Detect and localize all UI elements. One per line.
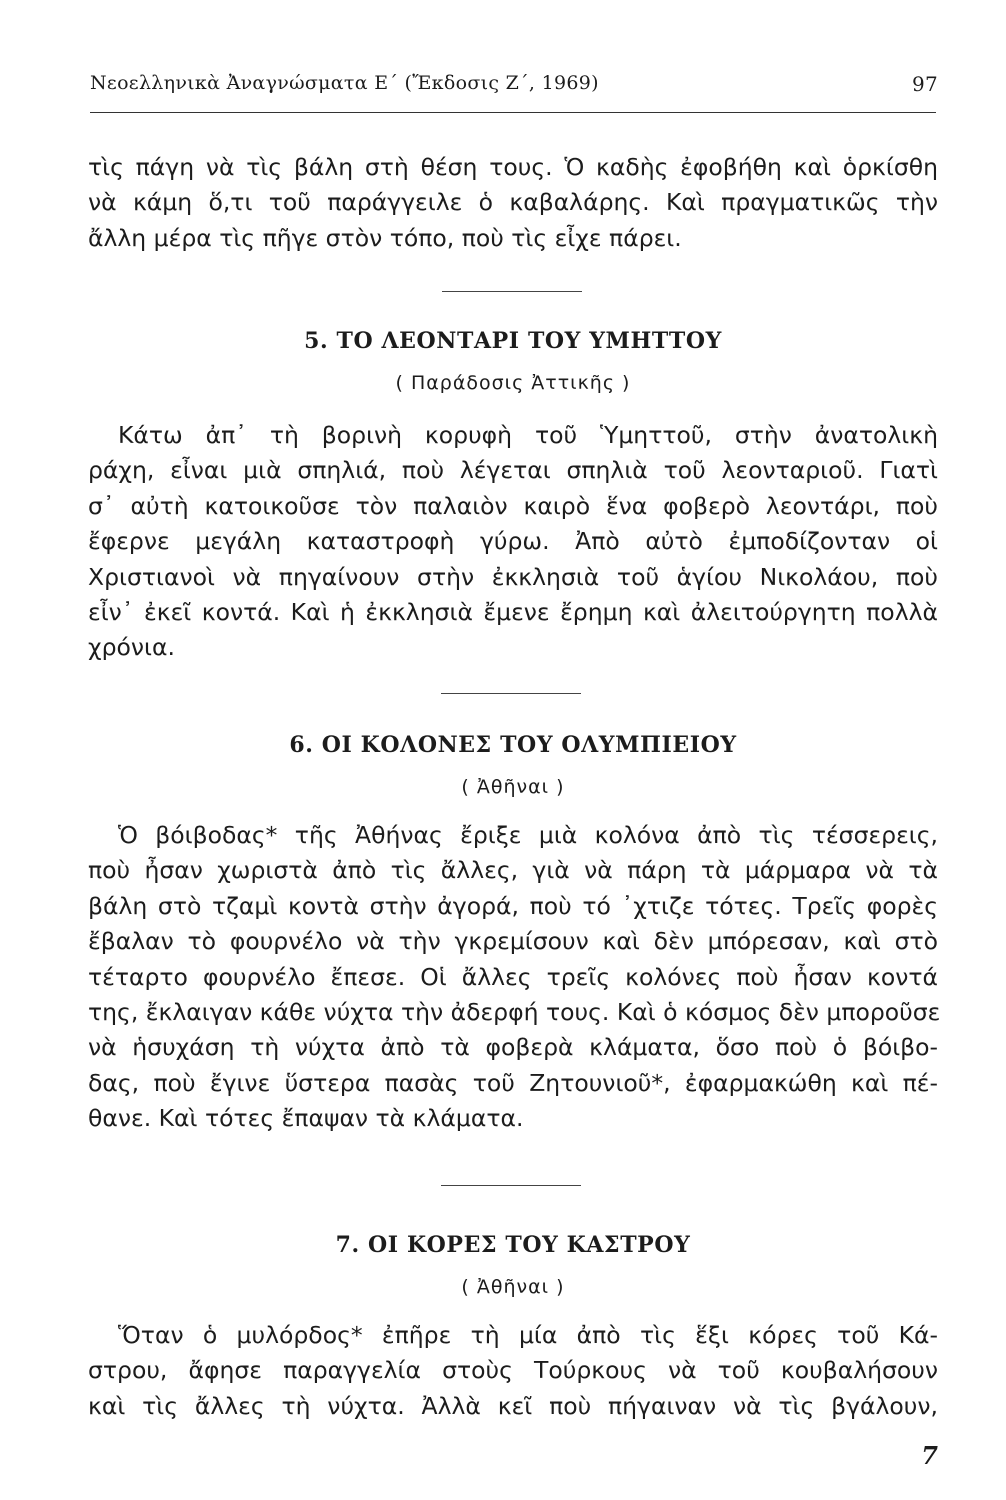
text-line: χρόνια. (88, 633, 175, 662)
text-line: ἄλλη μέρα τὶς πῆγε στὸν τόπο, ποὺ τὶς εἶχε πάρει. (88, 223, 682, 252)
section-paragraph-5 (88, 418, 938, 666)
running-title: Νεοελληνικὰ Ἀναγνώσματα Ε΄ (Ἔκδοσις Ζ΄, 1969) (90, 72, 599, 94)
section-divider (441, 693, 581, 694)
text-line: ἔφερνε μεγάλη καταστροφὴ γύρω. Ἀπὸ αὐτὸ ἐμποδίζονταν οἱ (88, 527, 938, 556)
text-line: εἶν᾿ ἐκεῖ κοντά. Καὶ ἡ ἐκκλησιὰ ἔμενε ἔρημη καὶ ἀλειτούργητη πολλὰ (88, 598, 938, 627)
text-line: νὰ ἡσυχάση τὴ νύχτα ἀπὸ τὰ φοβερὰ κλάματα, ὅσο ποὺ ὁ βόιβο- (88, 1033, 938, 1062)
header-rule (90, 112, 936, 113)
text-line: τὶς πάγη νὰ τὶς βάλη στὴ θέση τους. Ὁ καδὴς ἐφοβήθη καὶ ὁρκίσθη (88, 153, 938, 181)
text-line: καὶ τὶς ἄλλες τὴ νύχτα. Ἀλλὰ κεῖ ποὺ πήγαιναν νὰ τὶς βγάλουν, (88, 1391, 938, 1420)
section-source-7: ( Ἀθῆναι ) (461, 1276, 565, 1298)
text-line: τέταρτο φουρνέλο ἔπεσε. Οἱ ἄλλες τρεῖς κολόνες ποὺ ἦσαν κοντά (88, 962, 938, 991)
section-paragraph-7 (88, 1318, 938, 1424)
intro-paragraph (88, 150, 938, 256)
section-source-6: ( Ἀθῆναι ) (461, 776, 565, 798)
section-paragraph-6 (88, 818, 941, 1137)
section-title-7: 7. ΟΙ ΚΟΡΕΣ ΤΟΥ ΚΑΣΤΡΟΥ (335, 1232, 691, 1258)
page-number: 97 (911, 72, 938, 96)
text-line: Ὅταν ὁ μυλόρδος* ἐπῆρε τὴ μία ἀπὸ τὶς ἕξι κόρες τοῦ Κά- (118, 1321, 938, 1349)
text-line: Ὁ βόιβοδας* τῆς Ἀθήνας ἔριξε μιὰ κολόνα ἀπὸ τὶς τέσσερεις, (118, 821, 938, 849)
signature-mark: 7 (921, 1441, 938, 1470)
text-line: Χριστιανοὶ νὰ πηγαίνουν στὴν ἐκκλησιὰ τοῦ ἁγίου Νικολάου, ποὺ (88, 562, 938, 591)
text-line: δας, ποὺ ἔγινε ὕστερα πασὰς τοῦ Ζητουνιοῦ*, ἐφαρμακώθη καὶ πέ- (88, 1068, 938, 1097)
section-title-6: 6. ΟΙ ΚΟΛΟΝΕΣ ΤΟΥ ΟΛΥΜΠΙΕΙΟΥ (289, 732, 737, 758)
text-line: στρου, ἄφησε παραγγελία στοὺς Τούρκους νὰ τοῦ κουβαλήσουν (88, 1356, 938, 1385)
section-title-5: 5. ΤΟ ΛΕΟΝΤΑΡΙ ΤΟΥ ΥΜΗΤΤΟΥ (304, 328, 722, 354)
text-line: Κάτω ἀπ᾿ τὴ βορινὴ κορυφὴ τοῦ Ὑμηττοῦ, στὴν ἀνατολικὴ (118, 421, 938, 449)
section-source-5: ( Παράδοσις Ἀττικῆς ) (395, 372, 631, 394)
text-line: ράχη, εἶναι μιὰ σπηλιά, ποὺ λέγεται σπηλιὰ τοῦ λεονταριοῦ. Γιατὶ (88, 456, 938, 485)
text-line: της, ἔκλαιγαν κάθε νύχτα τὴν ἀδερφή τους. Καὶ ὁ κόσμος δὲν μποροῦσε (88, 998, 941, 1027)
text-line: νὰ κάμη ὅ,τι τοῦ παράγγειλε ὁ καβαλάρης. Καὶ πραγματικῶς τὴν (88, 188, 938, 217)
text-line: ἔβαλαν τὸ φουρνέλο νὰ τὴν γκρεμίσουν καὶ δὲν μπόρεσαν, καὶ στὸ (88, 927, 938, 956)
book-page (88, 0, 941, 1500)
text-line: σ᾿ αὐτὴ κατοικοῦσε τὸν παλαιὸν καιρὸ ἕνα φοβερὸ λεοντάρι, ποὺ (88, 491, 938, 520)
section-divider (442, 291, 582, 292)
section-divider (441, 1185, 581, 1186)
text-line: θανε. Καὶ τότες ἔπαψαν τὰ κλάματα. (88, 1104, 524, 1133)
text-line: βάλη στὸ τζαμὶ κοντὰ στὴν ἀγορά, ποὺ τό ᾿χτιζε τότες. Τρεῖς φορὲς (88, 891, 938, 920)
text-line: ποὺ ἦσαν χωριστὰ ἀπὸ τὶς ἄλλες, γιὰ νὰ πάρη τὰ μάρμαρα νὰ τὰ (88, 856, 938, 885)
